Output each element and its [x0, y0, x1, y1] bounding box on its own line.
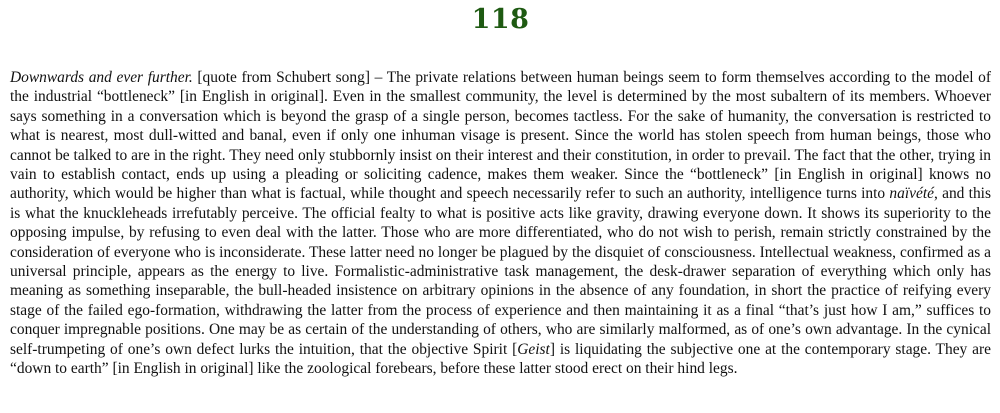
paragraph-text-part-3: ] is liquidating the subjective one at the contemporary stage. They are “down to earth” [in English in original] like the zoological forebears, before these latter stood erect on their hind legs. — [10, 340, 991, 378]
paragraph-text-part-1: [quote from Schubert song] – The private relations between human beings seem to form themselves according to the model of the industrial “bottleneck” [in English in original]. Even in the smallest community, the level is determined by the most subaltern of its members. Whoever says something in a conversation which is beyond the grasp of a single person, becomes tactless. For the sake of humanity, the conversation is restricted to what is nearest, most dull-witted and banal, even if only one inhuman visage is present. Since the world has stolen speech from human beings, those who cannot be talked to are in the right. They need only stubbornly insist on their interest and their constitution, in order to prevail. The fact that the other, trying in vain to establish contact, ends up using a pleading or soliciting cadence, makes them weaker. Since the “bottleneck” [in English in original] knows no authority, which would be higher than what is factual, while thought and speech necessarily refer to such an authority, intelligence turns into — [10, 69, 991, 203]
paragraph-text-part-2: , and this is what the knuckleheads irrefutably perceive. The official fealty to what is positive acts like gravity, drawing everyone down. It shows its superiority to the opposing impulse, by refusing to even deal with the latter. Those who are more differentiated, who do not wish to perish, remain strictly constrained by the consideration of everyone who is inconsiderate. These latter need no longer be plagued by the disquiet of consciousness. Intellectual weakness, confirmed as a universal principle, appears as the energy to live. Formalistic-administrative task management, the desk-drawer separation of everything which only has meaning as something inseparable, the bull-headed insistence on arbitrary opinions in the absence of any foundation, in short the practice of reifying every stage of the failed ego-formation, withdrawing the latter from the process of experience and then maintaining it as a final “that’s just how I am,” suffices to conquer impregnable positions. One may be as certain of the understanding of others, who are similarly malformed, as of one’s own advantage. In the cynical self-trumpeting of one’s own defect lurks the intuition, that the objective Spirit [ — [10, 185, 991, 358]
aphorism-title: Downwards and ever further. — [10, 69, 193, 86]
section-number-heading: 118 — [471, 4, 530, 35]
aphorism-paragraph — [10, 68, 991, 379]
italic-term-geist: Geist — [517, 340, 550, 358]
italic-term-naivete: naïvété — [889, 185, 934, 203]
